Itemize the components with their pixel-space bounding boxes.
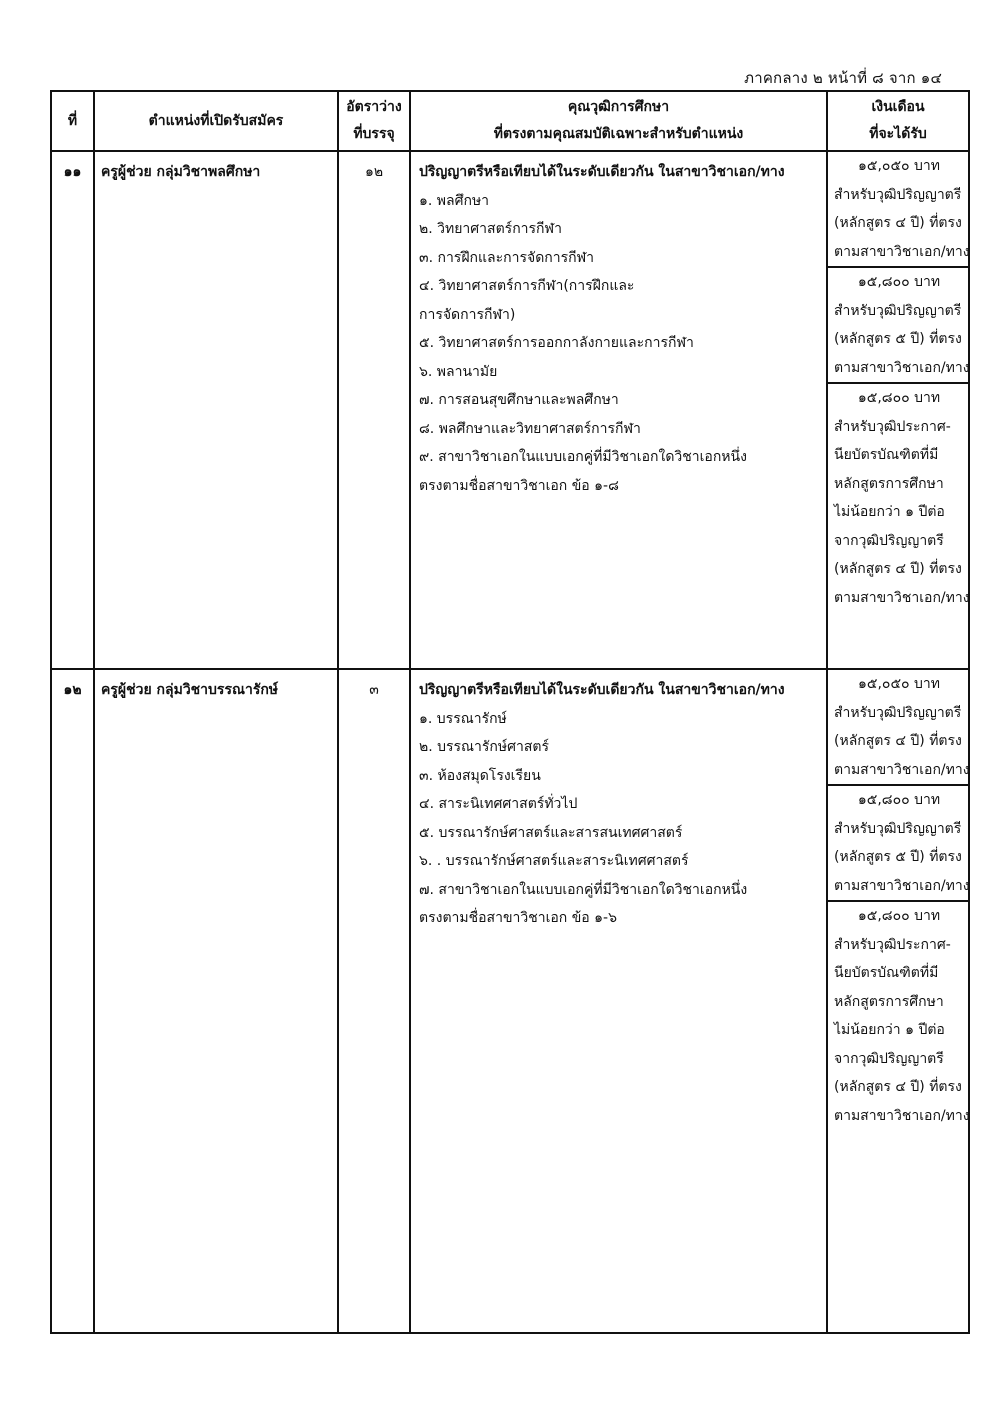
qualification-item: ๓. ห้องสมุดโรงเรียน bbox=[419, 767, 541, 784]
qualification-item: ๙. สาขาวิชาเอกในแบบเอกคู่ที่มีวิชาเอกใดวิชาเอกหนึ่ง bbox=[419, 449, 747, 465]
salary-block bbox=[828, 902, 968, 1130]
salary-note: (หลักสูตร ๔ ปี) ที่ตรง bbox=[834, 1079, 962, 1095]
qualification-item: ๒. วิทยาศาสตร์การกีฬา bbox=[419, 221, 562, 237]
salary-note: สำหรับวุฒิปริญญาตรี bbox=[834, 820, 962, 837]
salary-block bbox=[828, 670, 968, 786]
qualification-heading: ปริญญาตรีหรือเทียบได้ในระดับเดียวกัน ในสาขาวิชาเอก/ทาง bbox=[419, 682, 785, 698]
salary-amount: ๑๕,๘๐๐ บาท bbox=[857, 274, 941, 290]
qualification-item: ๘. พลศึกษาและวิทยาศาสตร์การกีฬา bbox=[419, 420, 641, 437]
salary-note: นียบัตรบัณฑิตที่มี bbox=[834, 447, 939, 463]
salary-block bbox=[828, 384, 968, 612]
salary-note: ตามสาขาวิชาเอก/ทาง bbox=[834, 589, 970, 606]
salary-note: (หลักสูตร ๔ ปี) ที่ตรง bbox=[834, 215, 962, 231]
qualification-item: ๕. บรรณารักษ์ศาสตร์และสารสนเทศศาสตร์ bbox=[419, 824, 683, 841]
salary-note: จากวุฒิปริญญาตรี bbox=[834, 532, 944, 549]
salary-note: นียบัตรบัณฑิตที่มี bbox=[834, 965, 939, 981]
qualification-item: ๖. พลานามัย bbox=[419, 363, 498, 380]
salary-block bbox=[828, 152, 968, 268]
salary-note: (หลักสูตร ๔ ปี) ที่ตรง bbox=[834, 561, 962, 577]
vacancy-count: ๓ bbox=[338, 669, 410, 1333]
salary-block bbox=[828, 268, 968, 384]
vacancy-count: ๑๒ bbox=[338, 151, 410, 669]
qualification-item: ตรงตามชื่อสาขาวิชาเอก ข้อ ๑-๖ bbox=[419, 910, 617, 926]
salary-note: สำหรับวุฒิปริญญาตรี bbox=[834, 704, 962, 721]
salary-note: (หลักสูตร ๕ ปี) ที่ตรง bbox=[834, 849, 962, 865]
salary-note: หลักสูตรการศึกษา bbox=[834, 993, 944, 1010]
salary-cell bbox=[827, 151, 969, 669]
salary-note: สำหรับวุฒิประกาศ- bbox=[834, 418, 951, 435]
salary-note: ตามสาขาวิชาเอก/ทาง bbox=[834, 877, 970, 894]
salary-amount: ๑๕,๐๕๐ บาท bbox=[857, 158, 941, 174]
qualification-item: ๕. วิทยาศาสตร์การออกกาลังกายและการกีฬา bbox=[419, 335, 694, 351]
salary-note: สำหรับวุฒิปริญญาตรี bbox=[834, 186, 962, 203]
qualification-item: การจัดการกีฬา) bbox=[419, 306, 516, 323]
salary-note: (หลักสูตร ๕ ปี) ที่ตรง bbox=[834, 331, 962, 347]
qualification-item: ๔. สาระนิเทศศาสตร์ทั่วไป bbox=[419, 796, 578, 812]
table-header-row bbox=[51, 91, 969, 151]
qualification-item: ตรงตามชื่อสาขาวิชาเอก ข้อ ๑-๘ bbox=[419, 477, 619, 494]
salary-note: หลักสูตรการศึกษา bbox=[834, 475, 944, 492]
salary-note: ไม่น้อยกว่า ๑ ปีต่อ bbox=[834, 1022, 945, 1038]
row-number: ๑๑ bbox=[51, 151, 94, 669]
column-header-position: ตำแหน่งที่เปิดรับสมัคร bbox=[94, 91, 338, 151]
column-header-qualification: คุณวุฒิการศึกษา ที่ตรงตามคุณสมบัติเฉพาะสำหรับตำแหน่ง bbox=[410, 91, 827, 151]
salary-amount: ๑๕,๘๐๐ บาท bbox=[857, 908, 941, 924]
page-number-label: ภาคกลาง ๒ หน้าที่ ๘ จาก ๑๔ bbox=[744, 69, 942, 87]
position-title: ครูผู้ช่วย กลุ่มวิชาพลศึกษา bbox=[94, 151, 338, 669]
table-row bbox=[51, 669, 969, 1333]
salary-amount: ๑๕,๘๐๐ บาท bbox=[857, 390, 941, 406]
salary-cell bbox=[827, 669, 969, 1333]
salary-note: ตามสาขาวิชาเอก/ทาง bbox=[834, 1107, 970, 1124]
qualification-item: ๓. การฝึกและการจัดการกีฬา bbox=[419, 249, 595, 266]
column-header-count: อัตราว่าง ที่บรรจุ bbox=[338, 91, 410, 151]
salary-note: สำหรับวุฒิปริญญาตรี bbox=[834, 302, 962, 319]
salary-note: ตามสาขาวิชาเอก/ทาง bbox=[834, 243, 970, 260]
positions-table bbox=[50, 90, 970, 1334]
salary-note: ตามสาขาวิชาเอก/ทาง bbox=[834, 359, 970, 376]
salary-note: ตามสาขาวิชาเอก/ทาง bbox=[834, 761, 970, 778]
salary-amount: ๑๕,๐๕๐ บาท bbox=[857, 676, 941, 692]
qualification-heading: ปริญญาตรีหรือเทียบได้ในระดับเดียวกัน ในสาขาวิชาเอก/ทาง bbox=[419, 164, 785, 180]
qualification-item: ๒. บรรณารักษ์ศาสตร์ bbox=[419, 739, 550, 755]
row-number: ๑๒ bbox=[51, 669, 94, 1333]
table-row bbox=[51, 151, 969, 669]
salary-note: สำหรับวุฒิประกาศ- bbox=[834, 936, 951, 953]
salary-amount: ๑๕,๘๐๐ บาท bbox=[857, 792, 941, 808]
column-header-no: ที่ bbox=[51, 91, 94, 151]
qualification-item: ๗. สาขาวิชาเอกในแบบเอกคู่ที่มีวิชาเอกใดวิชาเอกหนึ่ง bbox=[419, 881, 748, 898]
salary-note: (หลักสูตร ๔ ปี) ที่ตรง bbox=[834, 733, 962, 749]
qualification-item: ๖. . บรรณารักษ์ศาสตร์และสาระนิเทศศาสตร์ bbox=[419, 853, 689, 869]
salary-block bbox=[828, 786, 968, 902]
qualification-item: ๔. วิทยาศาสตร์การกีฬา(การฝึกและ bbox=[419, 278, 635, 294]
qualification-item: ๑. พลศึกษา bbox=[419, 192, 490, 209]
salary-note: จากวุฒิปริญญาตรี bbox=[834, 1050, 944, 1067]
salary-note: ไม่น้อยกว่า ๑ ปีต่อ bbox=[834, 504, 945, 520]
qualification-cell bbox=[410, 151, 827, 669]
qualification-item: ๗. การสอนสุขศึกษาและพลศึกษา bbox=[419, 392, 619, 408]
qualification-cell bbox=[410, 669, 827, 1333]
column-header-salary: เงินเดือน ที่จะได้รับ bbox=[827, 91, 969, 151]
position-title: ครูผู้ช่วย กลุ่มวิชาบรรณารักษ์ bbox=[94, 669, 338, 1333]
qualification-item: ๑. บรรณารักษ์ bbox=[419, 710, 507, 727]
